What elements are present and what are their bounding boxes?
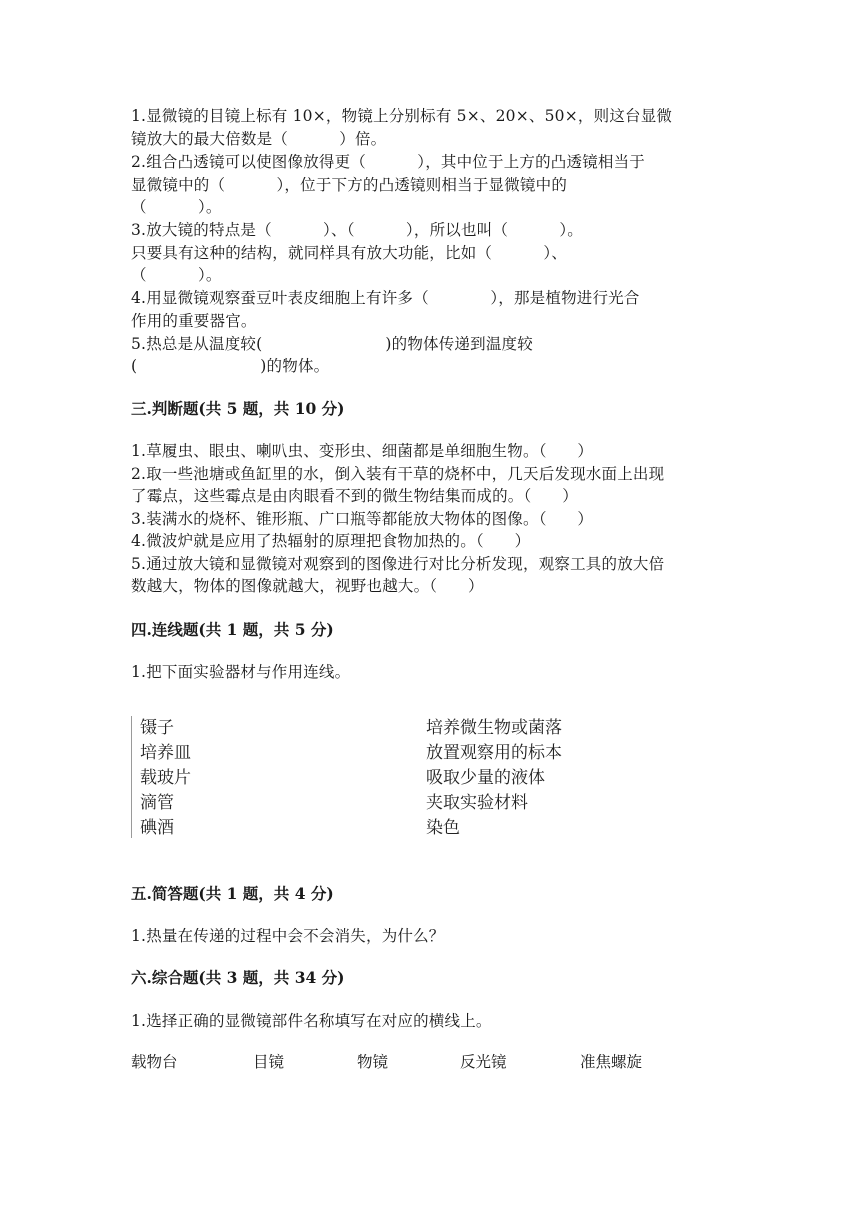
judge-q3: 3.装满水的烧杯、锥形瓶、广口瓶等都能放大物体的图像。（ ） <box>131 510 594 528</box>
matching-divider <box>131 716 132 838</box>
section3-heading: 三.判断题(共 5 题，共 10 分) <box>131 399 345 418</box>
matching-right-item-4: 夹取实验材料 <box>426 793 528 813</box>
judge-q5-line1: 5.通过放大镜和显微镜对观察到的图像进行对比分析发现，观察工具的放大倍 <box>131 555 665 573</box>
part-name-5: 准焦螺旋 <box>580 1053 643 1071</box>
section4-heading: 四.连线题(共 1 题，共 5 分) <box>131 620 334 639</box>
section6-heading: 六.综合题(共 3 题，共 34 分) <box>131 968 345 987</box>
fill-blank-q3-line1: 3.放大镜的特点是（ ）、（ ），所以也叫（ ）。 <box>131 221 583 239</box>
fill-blank-q5-line2: ( )的物体。 <box>131 357 330 375</box>
matching-right-item-2: 放置观察用的标本 <box>426 743 562 763</box>
fill-blank-q2-line2: 显微镜中的（ ），位于下方的凸透镜则相当于显微镜中的 <box>131 176 568 194</box>
matching-left-item-2: 培养皿 <box>140 743 191 763</box>
fill-blank-q4-line2: 作用的重要器官。 <box>131 312 257 330</box>
judge-q4: 4.微波炉就是应用了热辐射的原理把食物加热的。（ ） <box>131 532 531 550</box>
part-name-2: 目镜 <box>253 1053 285 1071</box>
fill-blank-q2-line1: 2.组合凸透镜可以使图像放得更（ ），其中位于上方的凸透镜相当于 <box>131 153 646 171</box>
matching-right-item-5: 染色 <box>426 818 460 838</box>
section5-heading: 五.简答题(共 1 题，共 4 分) <box>131 884 334 903</box>
short-answer-question: 1.热量在传递的过程中会不会消失，为什么？ <box>131 927 445 945</box>
judge-q1: 1.草履虫、眼虫、喇叭虫、变形虫、细菌都是单细胞生物。（ ） <box>131 442 594 460</box>
judge-q5-line2: 数越大，物体的图像就越大，视野也越大。（ ） <box>131 577 484 595</box>
judge-q2-line1: 2.取一些池塘或鱼缸里的水，倒入装有干草的烧杯中，几天后发现水面上出现 <box>131 465 665 483</box>
fill-blank-q1-line1: 1.显微镜的目镜上标有 10×，物镜上分别标有 5×、20×、50×，则这台显微 <box>131 107 673 125</box>
part-name-1: 载物台 <box>131 1053 178 1071</box>
comprehensive-question: 1.选择正确的显微镜部件名称填写在对应的横线上。 <box>131 1012 492 1030</box>
fill-blank-q1-line2: 镜放大的最大倍数是（ ）倍。 <box>131 130 387 148</box>
judge-q2-line2: 了霉点，这些霉点是由肉眼看不到的微生物结集而成的。（ ） <box>131 487 578 505</box>
matching-right-item-3: 吸取少量的液体 <box>426 768 545 788</box>
fill-blank-q2-line3: （ ）。 <box>131 198 222 216</box>
fill-blank-q4-line1: 4.用显微镜观察蚕豆叶表皮细胞上有许多（ ），那是植物进行光合 <box>131 289 640 307</box>
matching-right-item-1: 培养微生物或菌落 <box>426 718 562 738</box>
fill-blank-q3-line3: （ ）。 <box>131 266 222 284</box>
matching-left-item-3: 载玻片 <box>140 768 191 788</box>
part-name-4: 反光镜 <box>460 1053 507 1071</box>
matching-left-item-5: 碘酒 <box>140 818 174 838</box>
matching-left-item-4: 滴管 <box>140 793 174 813</box>
matching-left-item-1: 镊子 <box>140 718 174 738</box>
fill-blank-q5-line1: 5.热总是从温度较( )的物体传递到温度较 <box>131 335 533 353</box>
matching-question: 1.把下面实验器材与作用连线。 <box>131 663 351 681</box>
fill-blank-q3-line2: 只要具有这种的结构，就同样具有放大功能，比如（ ）、 <box>131 244 568 262</box>
part-name-3: 物镜 <box>357 1053 389 1071</box>
